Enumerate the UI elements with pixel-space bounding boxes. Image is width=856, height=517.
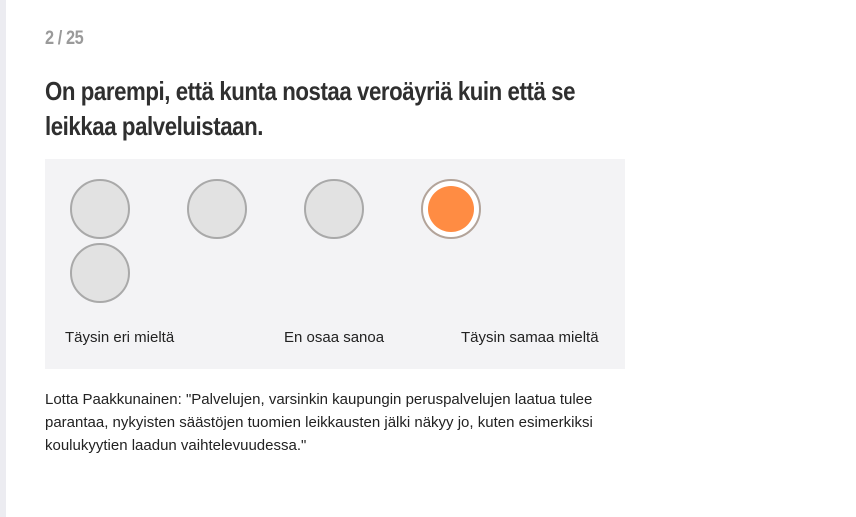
left-rail [0,0,6,517]
option-5-button[interactable] [70,243,130,303]
question-counter: 2 / 25 [45,28,84,49]
question-title: On parempi, että kunta nostaa veroäyriä kuin että se leikkaa palveluistaan. [45,76,576,141]
option-2-button[interactable] [187,179,247,239]
scale-label-disagree: Täysin eri mieltä [65,329,175,346]
scale-label-agree: Täysin samaa mieltä [461,329,599,346]
scale-label-neutral: En osaa sanoa [284,329,385,346]
option-1-button[interactable] [70,179,130,239]
option-4-button[interactable] [421,179,481,239]
candidate-comment: Lotta Paakkunainen: "Palvelujen, varsinkin kaupungin peruspalvelujen laatua tulee parantaa, nykyisten säästöjen tuomien leikkausten jälki näkyy jo, kuten esimerkiksi koulukyytien laadun vaihtelevuudessa." [45,391,593,454]
selected-dot-icon [428,186,474,232]
option-3-button[interactable] [304,179,364,239]
answer-panel [45,159,625,369]
